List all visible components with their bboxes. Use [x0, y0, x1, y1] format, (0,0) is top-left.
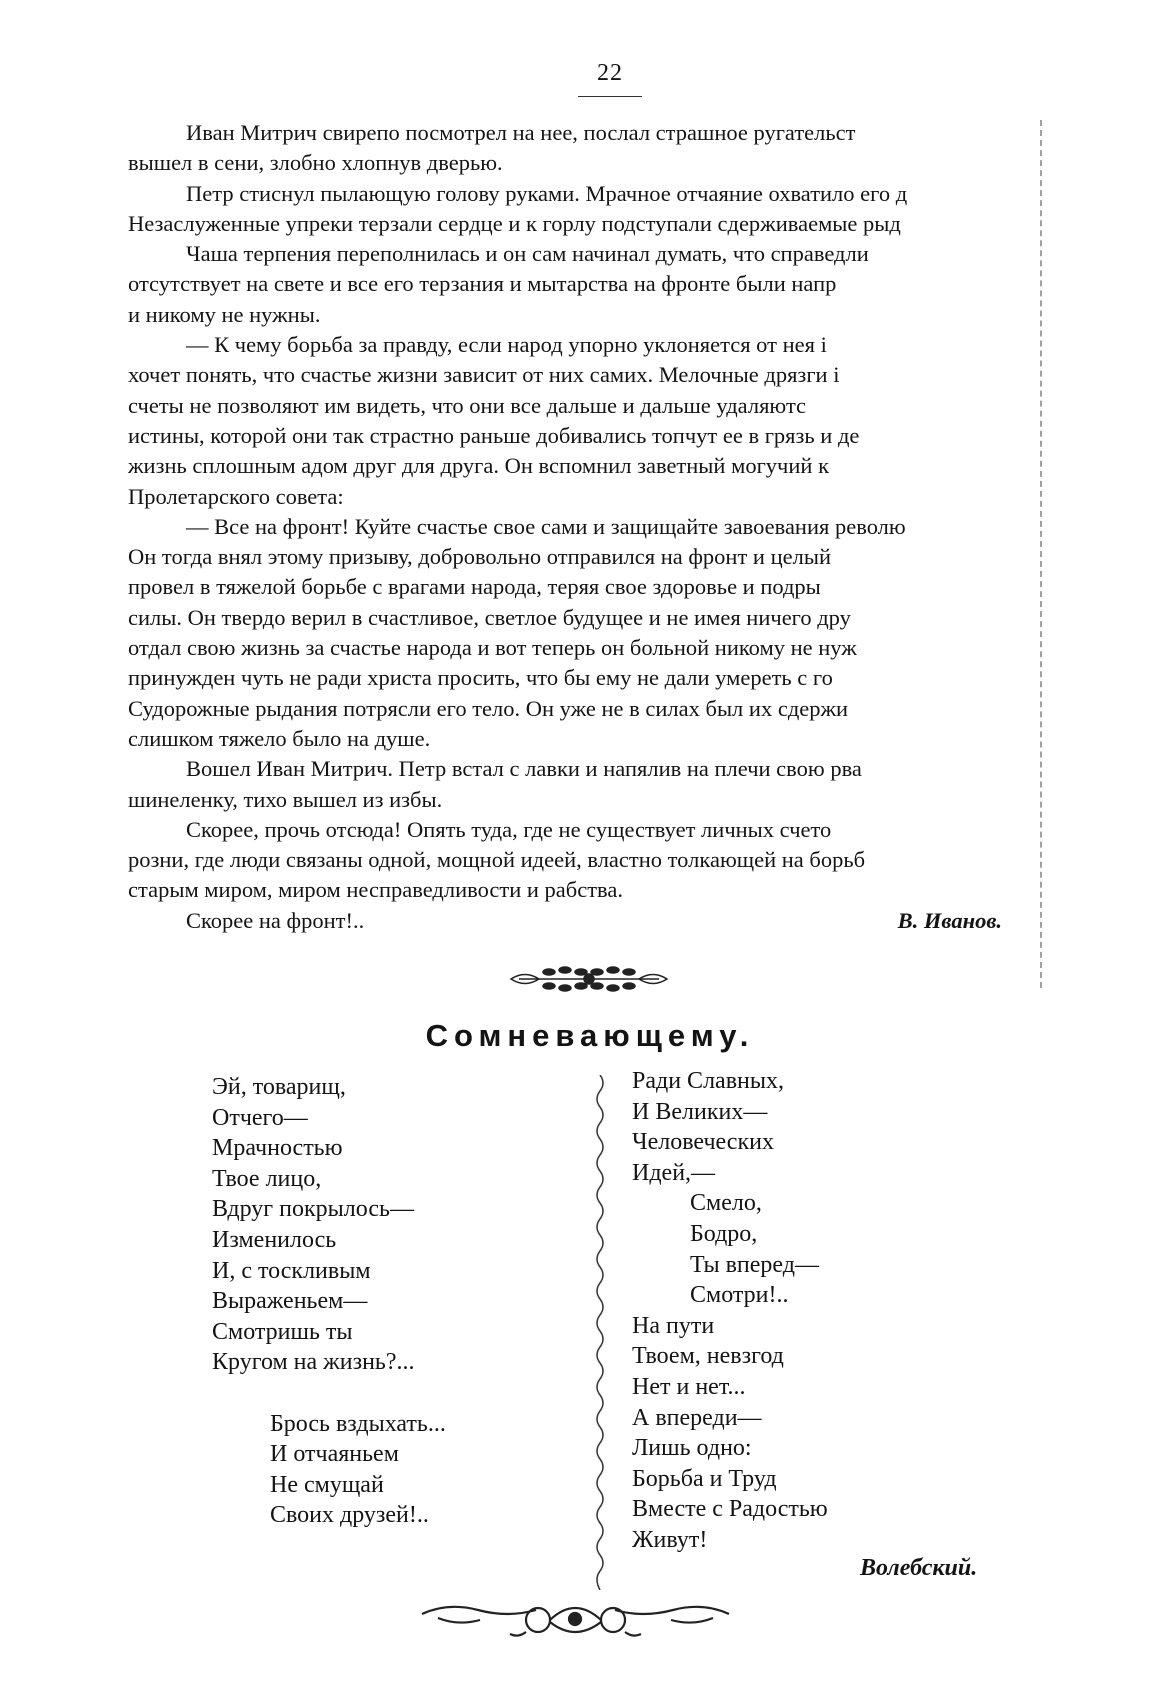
poem-line: Нет и нет...	[632, 1373, 746, 1400]
poem-line: И, с тоскливым	[212, 1257, 371, 1284]
poem-line: И Великих—	[632, 1098, 768, 1125]
story-line: Петр стиснул пылающую голову руками. Мрачное отчаяние охватило его д	[186, 180, 908, 206]
column-divider-icon	[592, 1075, 608, 1590]
page-number-rule	[578, 96, 642, 97]
poem-line: И отчаяньем	[270, 1441, 399, 1468]
poem-left-column	[212, 1072, 446, 1531]
story-line: Пролетарского совета:	[128, 483, 344, 509]
story-line: истины, которой они так страстно раньше добивались топчут ее в грязь и де	[128, 422, 860, 448]
story-line: Он тогда внял этому призыву, добровольно отправился на фронт и целый	[128, 544, 832, 570]
poem-line: Своих друзей!..	[270, 1502, 429, 1529]
poem-line: Ради Славных,	[632, 1068, 784, 1094]
story-line: слишком тяжело было на душе.	[128, 725, 431, 751]
story-line: отсутствует на свете и все его терзания и мытарства на фронте были напр	[128, 271, 837, 297]
story-line: Вошел Иван Митрич. Петр встал с лавки и напялив на плечи свою рва	[186, 756, 862, 782]
poem-line: Бодро,	[690, 1220, 758, 1247]
story-line: розни, где люди связаны одной, мощной идеей, властно толкающей на борьб	[128, 847, 866, 873]
poem-line: Человеческих	[632, 1129, 774, 1156]
poem-line: Мрачностью	[212, 1135, 343, 1162]
page-number: 22	[597, 60, 623, 86]
story-final-words: Скорее на фронт!..	[186, 907, 365, 933]
poem-line: Твое лицо,	[212, 1165, 322, 1192]
story-line: старым миром, миром несправедливости и рабства.	[128, 877, 623, 903]
poem-line: Не смущай	[270, 1471, 384, 1498]
poem-line: Выраженьем—	[212, 1288, 368, 1315]
story-line: и никому не нужны.	[128, 301, 321, 327]
floral-vignette-icon	[505, 960, 673, 998]
story-line: — К чему борьба за правду, если народ упорно уклоняется от нея і	[186, 332, 827, 358]
story-line: жизнь сплошным адом друг для друга. Он вспомнил заветный могучий к	[128, 453, 830, 479]
story-line: Судорожные рыдания потрясли его тело. Он уже не в силах был их сдержи	[128, 695, 849, 721]
scroll-flourish-icon	[418, 1592, 733, 1642]
poem-line: Идей,—	[632, 1159, 716, 1186]
story-line: шинеленку, тихо вышел из избы.	[128, 786, 443, 812]
story-line: принужден чуть не ради христа просить, что бы ему не дали умереть с го	[128, 665, 833, 691]
poem-line: Борьба и Труд	[632, 1465, 777, 1492]
story-line: провел в тяжелой борьбе с врагами народа, теряя свое здоровье и подры	[128, 574, 821, 600]
poem-line: Смотришь ты	[212, 1318, 353, 1345]
poem-right-column	[632, 1066, 828, 1556]
poem-stanza-gap	[212, 1378, 446, 1409]
poem-line: Ты вперед—	[690, 1251, 819, 1278]
story-line: Чаша терпения переполнилась и он сам начинал думать, что справедли	[186, 241, 869, 267]
story-line: Незаслуженные упреки терзали сердце и к горлу подступали сдерживаемые рыд	[128, 210, 901, 236]
poem-line: Твоем, невзгод	[632, 1343, 784, 1370]
poem-line: Изменилось	[212, 1226, 337, 1253]
story-line: хочет понять, что счастье жизни зависит от них самих. Мелочные дрязги і	[128, 362, 840, 388]
story-line: силы. Он твердо верил в счастливое, светлое будущее и не имея ничего дру	[128, 604, 851, 630]
story-line: счеты не позволяют им видеть, что они все дальше и дальше удаляютс	[128, 392, 807, 418]
story-line: — Все на фронт! Куйте счастье свое сами и защищайте завоевания револю	[186, 513, 906, 539]
story-closing-line	[128, 906, 1040, 936]
story-line: Скорее, прочь отсюда! Опять туда, где не существует личных счето	[186, 816, 832, 842]
story-line: вышел в сени, злобно хлопнув дверью.	[128, 150, 503, 176]
poem-line: Вдруг покрылось—	[212, 1196, 414, 1223]
poem-line: Эй, товарищ,	[212, 1074, 346, 1100]
poem-title: Сомневающему.	[425, 1018, 755, 1053]
poem-line: Смело,	[690, 1190, 762, 1217]
poem-line: Кругом на жизнь?...	[212, 1349, 415, 1376]
poem-line: Лишь одно:	[632, 1435, 752, 1462]
poem-line: Вместе с Радостью	[632, 1496, 828, 1523]
poem-line: А впереди—	[632, 1404, 762, 1431]
poem-line: На пути	[632, 1312, 715, 1339]
poem-line: Отчего—	[212, 1104, 308, 1131]
story-text	[128, 118, 1040, 936]
poem-author: Волебский.	[860, 1555, 978, 1581]
poem-line: Брось вздыхать...	[270, 1410, 446, 1437]
story-line: отдал свою жизнь за счастье народа и вот теперь он больной никому не нуж	[128, 635, 857, 661]
story-signature: В. Иванов.	[897, 907, 1002, 933]
poem-line: Живут!	[632, 1526, 708, 1553]
story-line: Иван Митрич свирепо посмотрел на нее, послал страшное ругательст	[186, 120, 856, 145]
page-edge-mark	[1040, 120, 1044, 988]
poem-line: Смотри!..	[690, 1282, 789, 1309]
